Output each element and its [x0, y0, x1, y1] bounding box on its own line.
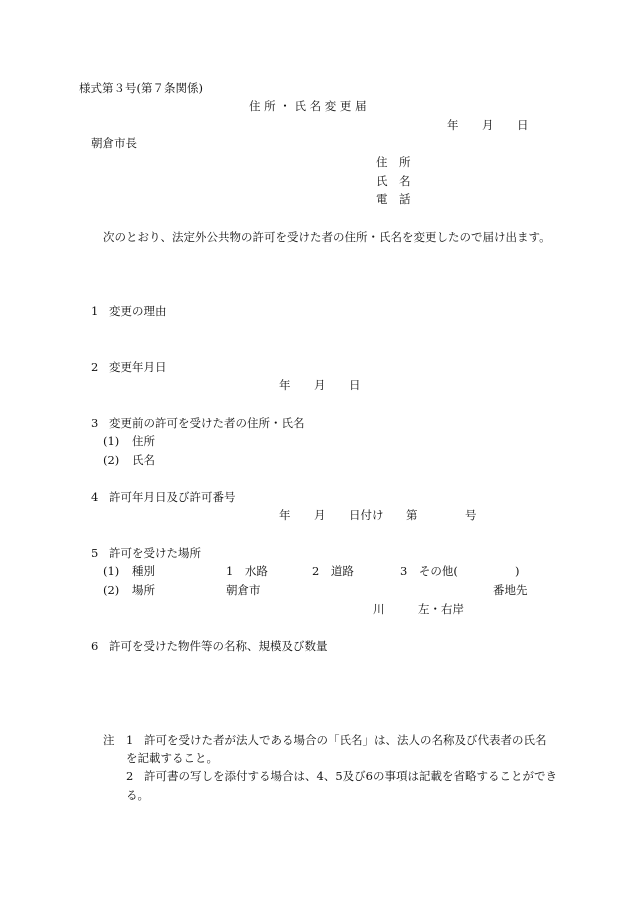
- note2-number: 2: [126, 769, 134, 783]
- notes-prefix: 注: [103, 733, 115, 747]
- item5-option-waterway: 1 水路: [226, 564, 268, 578]
- item3-sub2-label: 氏名: [132, 453, 155, 467]
- item4-number: 4: [91, 490, 99, 504]
- note1-line1: 許可を受けた者が法人である場合の「氏名」は、法人の名称及び代表者の氏名: [144, 733, 547, 747]
- applicant-name-label: 氏 名: [376, 174, 411, 188]
- note2-line1: 許可書の写しを添付する場合は、4、5及び6の事項は記載を省略することができ: [144, 769, 557, 783]
- item4-no: 第: [406, 508, 418, 522]
- item4-month: 月: [314, 508, 326, 522]
- item4-dated: 日付け: [349, 508, 384, 522]
- item3-number: 3: [91, 416, 99, 430]
- item5-city: 朝倉市: [226, 583, 261, 597]
- addressee: 朝倉市長: [91, 136, 137, 150]
- item5-sub2-label: 場所: [132, 583, 155, 597]
- item5-option-other: 3 その他(: [400, 564, 458, 578]
- item5-label: 許可を受けた場所: [109, 546, 201, 560]
- item5-banchi: 番地先: [493, 583, 528, 597]
- item3-sub2-number: (2): [103, 453, 120, 467]
- item1-number: 1: [91, 304, 99, 318]
- item4-label: 許可年月日及び許可番号: [109, 490, 236, 504]
- date-year: 年: [447, 118, 459, 132]
- item6-label: 許可を受けた物件等の名称、規模及び数量: [109, 639, 328, 653]
- note1-number: 1: [126, 733, 134, 747]
- item5-sub1-label: 種別: [132, 564, 155, 578]
- item5-sub1-number: (1): [103, 564, 120, 578]
- intro-text: 次のとおり、法定外公共物の許可を受けた者の住所・氏名を変更したので届け出ます。: [103, 230, 551, 244]
- item2-label: 変更年月日: [109, 360, 167, 374]
- item3-label: 変更前の許可を受けた者の住所・氏名: [109, 416, 305, 430]
- item5-river: 川: [373, 602, 385, 616]
- item5-option-road: 2 道路: [312, 564, 354, 578]
- item1-label: 変更の理由: [109, 304, 167, 318]
- item5-sub2-number: (2): [103, 583, 120, 597]
- item5-number: 5: [91, 546, 99, 560]
- item2-day: 日: [349, 378, 361, 392]
- date-day: 日: [517, 118, 529, 132]
- item3-sub1-number: (1): [103, 434, 120, 448]
- item6-number: 6: [91, 639, 99, 653]
- item2-month: 月: [314, 378, 326, 392]
- item4-go: 号: [465, 508, 477, 522]
- date-month: 月: [482, 118, 494, 132]
- note1-line2: を記載すること。: [126, 751, 218, 765]
- form-id: 様式第３号(第７条関係): [79, 81, 203, 95]
- item4-year: 年: [279, 508, 291, 522]
- item5-option-other-close: ): [515, 564, 520, 578]
- item5-bank: 左・右岸: [418, 602, 464, 616]
- form-title: 住 所 ・ 氏 名 変 更 届: [249, 99, 367, 113]
- applicant-address-label: 住 所: [376, 155, 411, 169]
- item3-sub1-label: 住所: [132, 434, 155, 448]
- applicant-phone-label: 電 話: [376, 192, 411, 206]
- item2-year: 年: [279, 378, 291, 392]
- item2-number: 2: [91, 360, 99, 374]
- note2-line2: る。: [126, 788, 149, 802]
